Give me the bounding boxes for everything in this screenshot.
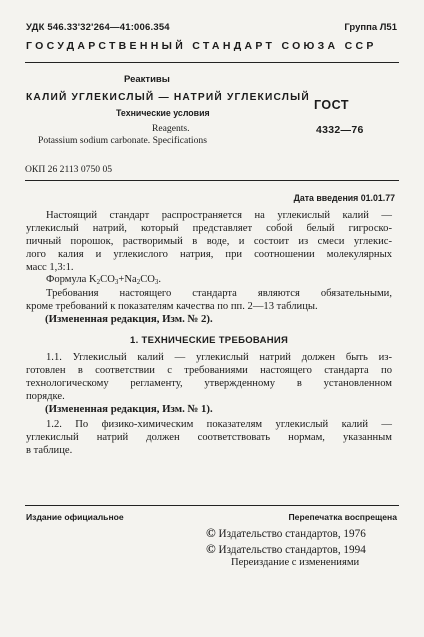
intro-line: Настоящий стандарт распространяется на углекислый калий — [46, 210, 392, 221]
english-title-line1: Reagents. [152, 123, 190, 134]
intro-line: пичный порошок, растворимый в воде, и состоит из смеси углекис- [26, 236, 392, 247]
okp-rule [25, 180, 399, 181]
paragraph-1-1 [26, 351, 392, 403]
p11-line: порядке. [26, 391, 65, 402]
requirements-line: кроме требований к показателям качества по пп. 2—13 таблицы. [26, 301, 318, 312]
english-title-line2: Potassium sodium carbonate. Specifications [38, 135, 207, 146]
standard-title: ГОСУДАРСТВЕННЫЙ СТАНДАРТ СОЮЗА ССР [26, 40, 377, 52]
introduction-date: Дата введения 01.01.77 [293, 193, 395, 203]
udc-code: УДК 546.33'32'264—41:006.354 [26, 22, 170, 33]
intro-paragraph [26, 209, 392, 274]
footer-rule [25, 505, 399, 506]
official-edition: Издание официальное [26, 512, 124, 522]
formula-line [46, 273, 161, 286]
p12-line: углекислый натрий должен соответствовать нормам, указанным [26, 432, 392, 443]
p12-line: 1.2. По физико-химическим показателям углекислый калий — [46, 419, 392, 430]
amendment-note-1: (Измененная редакция, Изм. № 1). [45, 403, 213, 415]
p11-line: технологическому регламенту, утвержденному в установленном [26, 378, 392, 389]
p11-line: готовлен в соответствии с требованиями настоящего стандарта по [26, 365, 392, 376]
paragraph-1-2 [26, 418, 392, 457]
requirements-line: Требования настоящего стандарта являются обязательными, [46, 288, 392, 299]
gost-label: ГОСТ [314, 98, 349, 112]
header-rule [25, 62, 399, 63]
section-heading: 1. ТЕХНИЧЕСКИЕ ТРЕБОВАНИЯ [130, 335, 289, 346]
reprint-prohibited: Перепечатка воспрещена [288, 512, 397, 522]
intro-line: углекислый натрий, который представляет собой белый гигроско- [26, 223, 392, 234]
intro-line: масс 1,3:1. [26, 262, 74, 273]
intro-line: лого калия и углекислого натрия, при соотношении молекулярных [26, 249, 392, 260]
copyright-icon: © [206, 525, 216, 540]
formula-label: Формула [46, 274, 87, 285]
requirements-paragraph [26, 287, 392, 313]
chemical-formula: $K_2CO_3+Na_2CO_3$. [88, 274, 162, 286]
reissue-note: Переиздание с изменениями [231, 557, 360, 568]
okp-code: ОКП 26 2113 0750 05 [25, 164, 113, 175]
gost-number: 4332—76 [316, 124, 364, 136]
copyright-1994: © Издательство стандартов, 1994 [206, 541, 366, 556]
copyright-icon: © [206, 541, 216, 556]
p11-line: 1.1. Углекислый калий — углекислый натрий должен быть из- [46, 352, 392, 363]
document-subtitle: Технические условия [116, 108, 210, 118]
group-code: Группа Л51 [344, 22, 397, 33]
document-name: КАЛИЙ УГЛЕКИСЛЫЙ — НАТРИЙ УГЛЕКИСЛЫЙ [26, 92, 310, 103]
copyright-1976: © Издательство стандартов, 1976 [206, 525, 366, 540]
category-label: Реактивы [124, 74, 170, 85]
p12-line: в таблице. [26, 445, 73, 456]
amendment-note-2: (Измененная редакция, Изм. № 2). [45, 313, 213, 325]
